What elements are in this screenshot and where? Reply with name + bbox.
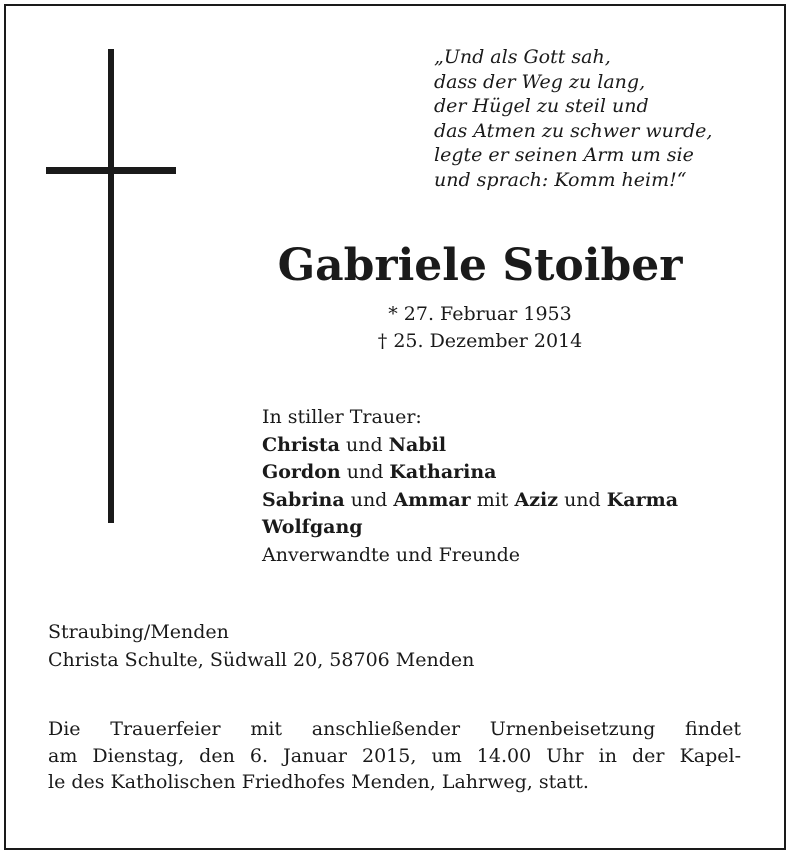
poem-line: das Atmen zu schwer wurde, [434, 119, 713, 142]
poem [434, 45, 712, 192]
connector: mit [470, 488, 515, 511]
funeral-notice [48, 716, 741, 796]
mourner-line [262, 432, 678, 460]
connector: und [340, 461, 390, 483]
deceased-name: Gabriele Stoiber [277, 240, 683, 291]
cross-horizontal-bar [46, 167, 176, 174]
connector: und [339, 433, 389, 456]
connector: und [558, 488, 607, 511]
mourner-name: Karma [606, 488, 678, 511]
poem-line: dass der Weg zu lang, [434, 70, 646, 93]
mourner-name: Katharina [389, 461, 497, 483]
contact-line: Christa Schulte, Südwall 20, 58706 Menden [48, 648, 475, 671]
mourners-intro: In stiller Trauer: [262, 406, 422, 428]
mourner-name: Nabil [388, 433, 447, 456]
poem-line: der Hügel zu steil und [434, 95, 649, 117]
mourners-closing: Anverwandte und Freunde [262, 543, 520, 566]
notice-line: Die Trauerfeier mit anschließender Urnenbeisetzung findet [48, 718, 741, 740]
death-date: † 25. Dezember 2014 [377, 330, 583, 352]
mourner-line [262, 514, 678, 542]
poem-line: legte er seinen Arm um sie [434, 144, 694, 166]
birth-date: * 27. Februar 1953 [388, 303, 572, 325]
life-dates [0, 301, 790, 355]
mourner-line [262, 459, 678, 487]
connector: und [344, 488, 394, 511]
notice-line: le des Katholischen Friedhofes Menden, Lahrweg, statt. [48, 771, 589, 793]
poem-line: und sprach: Komm heim!“ [434, 168, 687, 191]
place-line: Straubing/Menden [48, 621, 229, 643]
notice-line: am Dienstag, den 6. Januar 2015, um 14.00 Uhr in der Kapel- [48, 744, 741, 767]
mourner-line [262, 487, 678, 515]
mourner-name: Wolfgang [262, 516, 363, 538]
mourner-name: Christa [262, 433, 340, 456]
mourner-name: Ammar [393, 488, 471, 511]
mourners-list [262, 404, 678, 569]
mourner-name: Aziz [514, 488, 559, 511]
poem-line: „Und als Gott sah, [434, 46, 611, 68]
mourner-name: Sabrina [262, 488, 345, 511]
contact-address [48, 619, 474, 674]
mourner-name: Gordon [262, 461, 341, 483]
